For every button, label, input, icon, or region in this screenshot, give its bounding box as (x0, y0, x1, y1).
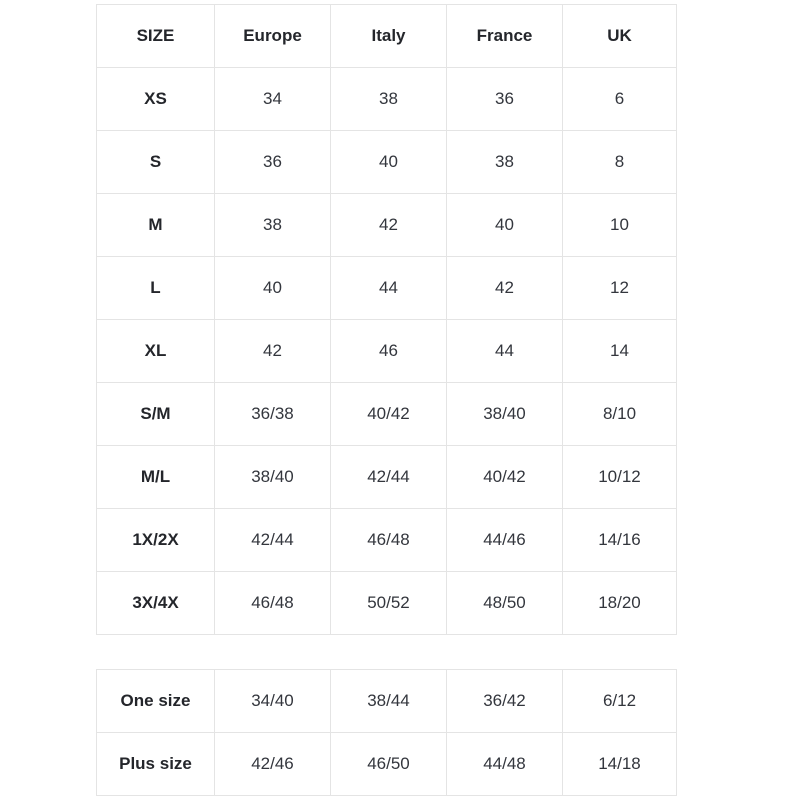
cell-uk: 14 (563, 320, 677, 383)
row-label: M/L (97, 446, 215, 509)
cell-france: 42 (447, 257, 563, 320)
cell-italy: 44 (331, 257, 447, 320)
table-row (97, 670, 677, 733)
cell-italy: 38 (331, 68, 447, 131)
row-label: 3X/4X (97, 572, 215, 635)
cell-europe: 40 (215, 257, 331, 320)
table-body (97, 68, 677, 635)
cell-uk: 10/12 (563, 446, 677, 509)
cell-uk: 12 (563, 257, 677, 320)
row-label: One size (97, 670, 215, 733)
cell-italy: 50/52 (331, 572, 447, 635)
cell-france: 40 (447, 194, 563, 257)
table-row (97, 257, 677, 320)
cell-italy: 40 (331, 131, 447, 194)
size-conversion-table-wrapper (96, 4, 676, 635)
cell-europe: 36 (215, 131, 331, 194)
cell-france: 38/40 (447, 383, 563, 446)
cell-italy: 40/42 (331, 383, 447, 446)
table-header (97, 5, 677, 68)
table-row (97, 68, 677, 131)
cell-italy: 46/50 (331, 733, 447, 796)
row-label: S/M (97, 383, 215, 446)
cell-europe: 36/38 (215, 383, 331, 446)
cell-uk: 10 (563, 194, 677, 257)
cell-france: 36/42 (447, 670, 563, 733)
column-header-italy: Italy (331, 5, 447, 68)
row-label: S (97, 131, 215, 194)
cell-europe: 34 (215, 68, 331, 131)
cell-europe: 34/40 (215, 670, 331, 733)
size-conversion-table (96, 4, 677, 635)
table-row (97, 509, 677, 572)
row-label: M (97, 194, 215, 257)
cell-europe: 46/48 (215, 572, 331, 635)
table-row (97, 131, 677, 194)
cell-uk: 14/16 (563, 509, 677, 572)
cell-uk: 8 (563, 131, 677, 194)
cell-italy: 46/48 (331, 509, 447, 572)
cell-uk: 8/10 (563, 383, 677, 446)
row-label: 1X/2X (97, 509, 215, 572)
row-label: L (97, 257, 215, 320)
table-row (97, 733, 677, 796)
column-header-uk: UK (563, 5, 677, 68)
cell-france: 44/48 (447, 733, 563, 796)
table-row (97, 194, 677, 257)
cell-europe: 38/40 (215, 446, 331, 509)
cell-europe: 42 (215, 320, 331, 383)
cell-italy: 42/44 (331, 446, 447, 509)
cell-france: 48/50 (447, 572, 563, 635)
cell-france: 38 (447, 131, 563, 194)
cell-france: 40/42 (447, 446, 563, 509)
table-row (97, 446, 677, 509)
cell-italy: 46 (331, 320, 447, 383)
table-body (97, 670, 677, 796)
one-size-table-wrapper (96, 669, 676, 796)
table-row (97, 383, 677, 446)
table-row (97, 572, 677, 635)
one-size-table (96, 669, 677, 796)
column-header-france: France (447, 5, 563, 68)
table-header-row (97, 5, 677, 68)
row-label: XL (97, 320, 215, 383)
cell-europe: 42/46 (215, 733, 331, 796)
row-label: Plus size (97, 733, 215, 796)
column-header-size: SIZE (97, 5, 215, 68)
cell-europe: 42/44 (215, 509, 331, 572)
cell-italy: 38/44 (331, 670, 447, 733)
column-header-europe: Europe (215, 5, 331, 68)
cell-uk: 6 (563, 68, 677, 131)
cell-france: 36 (447, 68, 563, 131)
cell-europe: 38 (215, 194, 331, 257)
cell-uk: 18/20 (563, 572, 677, 635)
cell-france: 44 (447, 320, 563, 383)
cell-france: 44/46 (447, 509, 563, 572)
row-label: XS (97, 68, 215, 131)
cell-italy: 42 (331, 194, 447, 257)
cell-uk: 14/18 (563, 733, 677, 796)
cell-uk: 6/12 (563, 670, 677, 733)
table-row (97, 320, 677, 383)
